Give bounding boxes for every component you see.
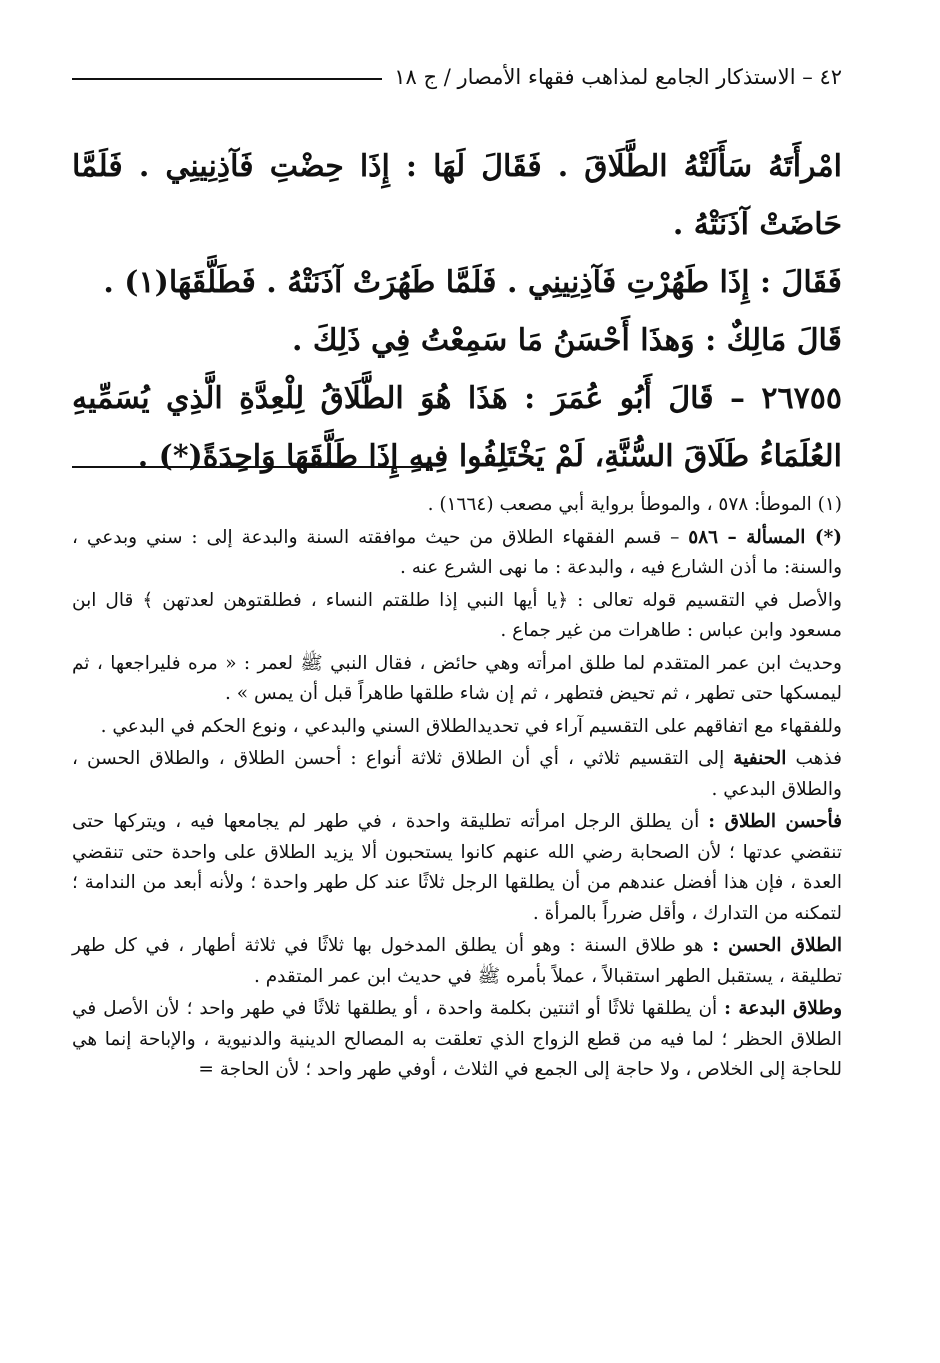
main-line-1: امْرأَتَهُ سَأَلَتْهُ الطَّلَاقَ . فَقَالَ لَهَا : إِذَا حِضْتِ فَآذِنِينِي . فَلَمَّا حَاضَتْ آذَنَتْهُ .: [72, 149, 842, 242]
hanafi-text: إلى التقسيم ثلاثي ، أي أن الطلاق ثلاثة أنواع : أحسن الطلاق ، والطلاق الحسن ، والطلاق البدعي .: [72, 748, 842, 800]
header-title: ٤٢ – الاستذكار الجامع لمذاهب فقهاء الأمصار / ج ١٨: [394, 65, 842, 89]
main-line-2: فَقَالَ : إِذَا طَهُرْتِ فَآذِنِينِي . فَلَمَّا طَهُرَتْ آذَنَتْهُ . فَطَلَّقَهَا(١) .: [103, 265, 842, 300]
note-paragraph-innovated-divorce: [72, 994, 842, 1086]
note-paragraph-hanafi: [72, 744, 842, 805]
footnote-issue: [72, 523, 842, 584]
hanafi-term: الحنفية: [733, 748, 787, 769]
main-paragraph: [72, 370, 842, 486]
best-divorce-term: فأحسن الطلاق :: [708, 811, 842, 832]
best-divorce-text: أن يطلق الرجل امرأته تطليقة واحدة ، في طهر لم يجامعها فيه ، ويتركها حتى تنقضي عدتها ؛ لأن الصحابة رضي الله عنهم كانوا يستحبون ألا يزيد الطلاق على واحدة حتى تنقضي العدة ، فإن هذا أفضل عندهم من أن يطلقها الرجل ثلاثًا عند كل طهر واحدة ؛ ولأنه أبعد من الندامة ؛ لتمكنه من التدارك ، وأقل ضرراً بالمرأة .: [72, 811, 842, 924]
good-divorce-term: الطلاق الحسن :: [712, 935, 842, 956]
hanafi-lead: فذهب: [786, 748, 842, 769]
note-paragraph-origin: والأصل في التقسيم قوله تعالى : ﴿يا أيها النبي إذا طلقتم النساء ، فطلقتوهن لعدتهن ﴾ قال ابن مسعود وابن عباس : طاهرات من غير جماع .: [72, 589, 842, 641]
main-text: [72, 138, 842, 486]
footnote-1: (١) الموطأ: ٥٧٨ ، والموطأ برواية أبي مصعب (١٦٦٤) .: [427, 494, 842, 515]
innovated-divorce-term: وطلاق البدعة :: [724, 998, 842, 1019]
note-paragraph-opinions: وللفقهاء مع اتفاقهم على التقسيم آراء في تحديدالطلاق السني والبدعي ، ونوع الحكم في البدعي .: [100, 715, 842, 737]
footnote-divider: [72, 466, 432, 468]
issue-text: – قسم الفقهاء الطلاق من حيث موافقته السنة والبدعة إلى : سني وبدعي ، والسنة: ما أذن الشارع فيه ، والبدعة : ما نهى الشرع عنه .: [72, 526, 842, 578]
note-paragraph-hadith: وحديث ابن عمر المتقدم لما طلق امرأته وهي حائض ، فقال النبي ﷺ لعمر : « مره فليراجعها ، ثم ليمسكها حتى تطهر ، ثم تحيض فتطهر ، ثم إن شاء طلقها طاهراً قبل أن يمس » .: [72, 652, 842, 704]
paragraph-text: هَذَا هُوَ الطَّلَاقُ لِلْعِدَّةِ الَّذِي يُسَمِّيهِ العُلَمَاءُ طَلَاقَ السُّنَّةِ، لَمْ يَخْتَلِفُوا فِيهِ إِذَا طَلَّقَهَا وَاحِدَةً(*) .: [72, 381, 842, 474]
header-rule: [72, 78, 382, 80]
issue-label: (*) المسألة – ٥٨٦: [688, 526, 843, 548]
paragraph-speaker: قَالَ أَبُو عُمَرَ :: [524, 381, 714, 416]
running-header: [72, 60, 842, 94]
main-line-3: قَالَ مَالِكٌ : وَهذَا أَحْسَنُ مَا سَمِعْتُ فِي ذَلِكَ .: [291, 323, 842, 358]
note-paragraph-good-divorce: [72, 931, 842, 992]
footnotes: [72, 490, 842, 1088]
note-paragraph-best-divorce: [72, 807, 842, 929]
good-divorce-text: هو طلاق السنة : وهو أن يطلق المدخول بها ثلاثًا في ثلاثة أطهار ، في كل طهر تطليقة ، يستقبل الطهر استقبالاً ، عملاً بأمره ﷺ في حديث ابن عمر المتقدم .: [72, 935, 842, 987]
innovated-divorce-text: أن يطلقها ثلاثًا أو اثنتين بكلمة واحدة ، أو يطلقها ثلاثًا في طهر واحد ؛ لأن الأصل في الطلاق الحظر ؛ لما فيه من قطع الزواج الذي تعلقت به المصالح الدينية والدنيوية ، والإباحة إنما هي للحاجة إلى الخلاص ، ولا حاجة إلى الجمع في الثلاث ، أوفي طهر واحد ؛ لأن الحاجة =: [72, 998, 842, 1080]
paragraph-number: ٢٦٧٥٥ –: [730, 381, 842, 416]
